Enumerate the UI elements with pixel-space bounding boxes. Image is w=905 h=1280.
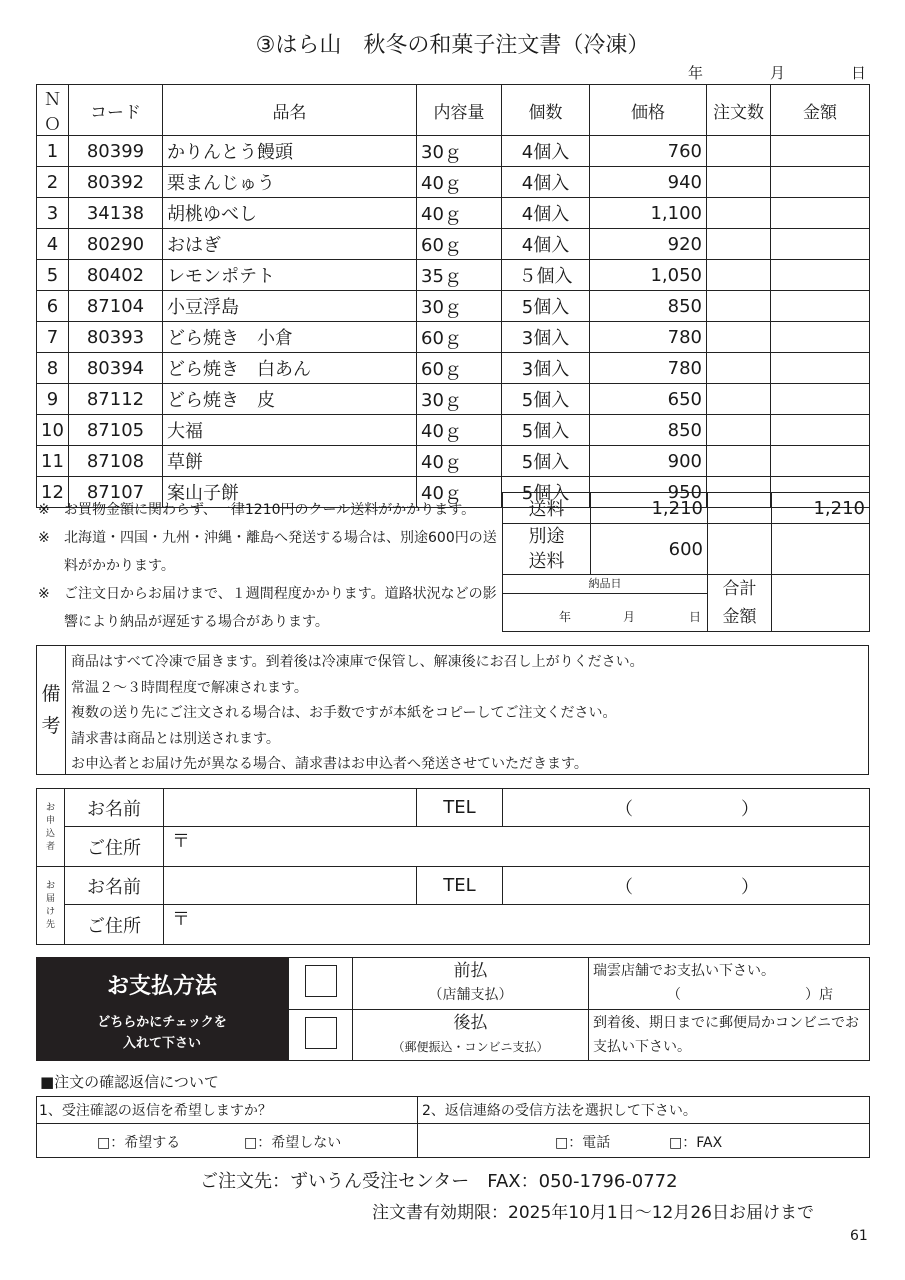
total-label [708,575,772,632]
delivery-date-label: 納品日 [503,575,707,594]
item-code: 87112 [69,384,163,415]
item-content: 40ｇ [417,167,502,198]
item-content: 30ｇ [417,384,502,415]
item-price: 760 [590,136,707,167]
item-amount[interactable] [771,136,870,167]
confirm-a1-cell [37,1124,418,1158]
recipient-name-label: お名前 [65,867,164,905]
shipping-order-cell[interactable] [708,493,772,524]
paren-close: ） [741,877,759,898]
recipient-address-label: ご住所 [65,905,164,945]
item-price: 850 [590,291,707,322]
note-text: ご注文日からお届けまで、１週間程度かかります。道路状況などの影響により納品が遅延する場合があります。 [64,586,497,630]
item-order-qty[interactable] [707,229,771,260]
note-item [38,580,498,636]
applicant-tel-label: TEL [417,789,503,827]
item-code: 80392 [69,167,163,198]
postal-mark: 〒 [172,831,190,852]
table-header-row [37,85,870,136]
applicant-name-label: お名前 [65,789,164,827]
item-no: 2 [37,167,69,198]
delivery-year: 年 [559,610,572,624]
confirm-q1: 1、受注確認の返信を希望しますか？ [37,1097,418,1124]
item-qty: 4個入 [502,167,590,198]
payment-subtitle [36,1012,288,1054]
table-row [37,322,870,353]
shipping-label: 送料 [503,493,591,524]
item-content: 40ｇ [417,415,502,446]
payment-title: お支払方法 [106,974,217,999]
note-item [38,496,498,524]
extra-amount-cell[interactable] [772,524,870,575]
item-no: 10 [37,415,69,446]
item-qty: 5個入 [502,477,590,508]
note-mark: ※ [38,586,50,602]
item-amount[interactable] [771,446,870,477]
item-amount[interactable] [771,229,870,260]
delivery-month: 月 [623,610,636,624]
postpay-desc: 到着後、期日までに郵便局かコンビニでお支払い下さい。 [589,1009,870,1061]
item-content: 60ｇ [417,322,502,353]
item-code: 80393 [69,322,163,353]
item-no: 1 [37,136,69,167]
table-row [37,198,870,229]
item-qty: 4個入 [502,229,590,260]
item-amount[interactable] [771,415,870,446]
table-row [37,384,870,415]
item-content: 30ｇ [417,291,502,322]
remark-line: 請求書は商品とは別送されます。 [71,730,280,747]
applicant-address-field[interactable] [164,827,870,867]
header-code: コード [69,85,163,136]
item-qty: 5個入 [502,384,590,415]
vert-char: 者 [45,841,55,852]
item-code: 87107 [69,477,163,508]
item-amount[interactable] [771,198,870,229]
note-mark: ※ [38,530,50,546]
item-amount[interactable] [771,353,870,384]
confirm-heading: ■注文の確認返信について [40,1073,219,1091]
paren-open: （ [615,799,633,820]
remarks-side-char: 備 [41,683,61,705]
postpay-checkbox[interactable] [305,1017,337,1049]
remark-line: お申込者とお届け先が異なる場合、請求書はお申込者へ発送させていただきます。 [71,756,588,772]
summary-table [502,492,870,632]
paren-open: （ [615,877,633,898]
item-name: レモンポテト [163,260,417,291]
applicant-name-field[interactable] [164,789,417,827]
item-order-qty[interactable] [707,291,771,322]
item-qty: 4個入 [502,136,590,167]
item-qty: 3個入 [502,322,590,353]
vert-char: 先 [45,919,55,930]
applicant-side-label [37,789,65,867]
table-row [37,167,870,198]
total-label-line2: 金額 [722,607,757,627]
item-code: 80402 [69,260,163,291]
header-content: 内容量 [417,85,502,136]
item-order-qty[interactable] [707,384,771,415]
item-code: 80290 [69,229,163,260]
item-no: 9 [37,384,69,415]
payment-options-table [288,957,870,1061]
extra-shipping-label [503,524,591,575]
delivery-date-cell[interactable] [503,575,708,632]
remarks-lines [71,650,644,778]
postpay-checkbox-cell[interactable] [289,1009,353,1061]
total-amount-cell[interactable] [772,575,870,632]
payment-subtitle-line: 入れて下さい [122,1036,201,1051]
item-price: 900 [590,446,707,477]
applicant-address-label: ご住所 [65,827,164,867]
postpay-label-cell [353,1009,589,1061]
applicant-tel-field[interactable] [503,789,870,827]
item-name: 大福 [163,415,417,446]
vert-char: お [45,880,55,891]
postpay-sub: （郵便振込・コンビニ支払） [392,1039,549,1054]
item-price: 940 [590,167,707,198]
table-row [37,291,870,322]
page-number: 61 [850,1228,868,1244]
header-order: 注文数 [707,85,771,136]
item-no: 5 [37,260,69,291]
recipient-name-field[interactable] [164,867,417,905]
note-text: お買物金額に関わらず、一律1210円のクール送料がかかります。 [64,502,476,518]
item-price: 950 [590,477,707,508]
recipient-tel-label: TEL [417,867,503,905]
remark-line: 商品はすべて冷凍で届きます。到着後は冷凍庫で保管し、解凍後にお召し上がりください。 [71,654,644,670]
item-no: 12 [37,477,69,508]
remarks-side-label [37,646,66,774]
item-name: どら焼き 小倉 [163,322,417,353]
item-order-qty[interactable] [707,167,771,198]
item-content: 40ｇ [417,198,502,229]
item-no: 7 [37,322,69,353]
item-content: 40ｇ [417,477,502,508]
item-price: 1,050 [590,260,707,291]
order-destination: ご注文先：ずいうん受注センター FAX：050-1796-0772 [200,1171,678,1192]
header-price: 価格 [590,85,707,136]
item-qty: 4個入 [502,198,590,229]
remarks-box [36,645,869,775]
item-amount[interactable] [771,291,870,322]
item-code: 87108 [69,446,163,477]
table-row [37,229,870,260]
prepay-sub: （店舗支払） [428,987,513,1004]
item-qty: 3個入 [502,353,590,384]
item-order-qty[interactable] [707,260,771,291]
payment-subtitle-line: どちらかにチェックを [97,1015,227,1030]
item-code: 87104 [69,291,163,322]
header-no: ＮＯ [37,85,69,136]
customer-table [36,788,870,945]
item-order-qty[interactable] [707,322,771,353]
table-row [37,353,870,384]
postpay-label: 後払 [453,1012,488,1033]
item-qty: 5個入 [502,446,590,477]
option-fax[interactable]: □：FAX [669,1135,723,1151]
item-name: 草餅 [163,446,417,477]
option-phone[interactable]: □：電話 [555,1135,611,1151]
item-order-qty[interactable] [707,446,771,477]
item-content: 30ｇ [417,136,502,167]
prepay-checkbox-cell[interactable] [289,958,353,1010]
item-content: 35ｇ [417,260,502,291]
item-price: 1,100 [590,198,707,229]
recipient-side-label [37,867,65,945]
item-order-qty[interactable] [707,415,771,446]
extra-label-line2: 送料 [528,551,565,572]
item-no: 3 [37,198,69,229]
table-row [37,446,870,477]
vert-char: 申 [45,815,55,826]
item-order-qty[interactable] [707,353,771,384]
vert-char: お [45,802,55,813]
item-name: どら焼き 白あん [163,353,417,384]
item-content: 60ｇ [417,353,502,384]
table-row [37,415,870,446]
notes-block [38,496,498,636]
item-order-qty[interactable] [707,198,771,229]
prepay-label-cell [353,958,589,1010]
option-want[interactable]: □：希望する [97,1135,181,1151]
item-amount[interactable] [771,260,870,291]
extra-order-cell[interactable] [708,524,772,575]
item-code: 87105 [69,415,163,446]
note-item [38,524,498,580]
total-label-line1: 合計 [722,579,757,599]
prepay-store-open: （ [667,987,681,1004]
item-code: 34138 [69,198,163,229]
prepay-desc: 瑞雲店舗でお支払い下さい。 [593,963,775,980]
payment-title-box [36,957,288,1061]
note-mark: ※ [38,502,50,518]
item-name: おはぎ [163,229,417,260]
item-order-qty[interactable] [707,136,771,167]
recipient-tel-field[interactable] [503,867,870,905]
confirm-table [36,1096,870,1158]
table-row [37,260,870,291]
item-name: 小豆浮島 [163,291,417,322]
product-table [36,84,870,508]
prepay-desc-cell [589,958,870,1010]
item-qty: 5個入 [502,291,590,322]
item-name: 胡桃ゆべし [163,198,417,229]
item-code: 80394 [69,353,163,384]
option-not-want[interactable]: □：希望しない [244,1135,342,1151]
note-text: 北海道・四国・九州・沖縄・離島へ発送する場合は、別途600円の送料がかかります。 [64,530,497,574]
item-content: 60ｇ [417,229,502,260]
item-amount[interactable] [771,384,870,415]
item-no: 8 [37,353,69,384]
table-row [37,136,870,167]
prepay-label: 前払 [453,961,488,982]
item-no: 11 [37,446,69,477]
validity-period: 注文書有効期限：2025年10月1日～12月26日お届けまで [372,1203,814,1223]
date-year-label: 年 [688,64,704,82]
recipient-address-field[interactable] [164,905,870,945]
confirm-a2-cell [418,1124,870,1158]
vert-char: 届 [45,893,55,904]
payment-section [36,957,869,1061]
item-qty: 5個入 [502,415,590,446]
item-price: 650 [590,384,707,415]
item-price: 920 [590,229,707,260]
prepay-checkbox[interactable] [305,965,337,997]
item-no: 4 [37,229,69,260]
remark-line: 複数の送り先にご注文される場合は、お手数ですが本紙をコピーしてご注文ください。 [71,705,617,721]
vert-char: 込 [45,828,55,839]
delivery-day: 日 [689,610,702,624]
prepay-store-close: ）店 [805,987,833,1004]
page-title: ③はら山 秋冬の和菓子注文書（冷凍） [255,33,650,58]
item-amount[interactable] [771,167,870,198]
confirm-q2: 2、返信連絡の受信方法を選択して下さい。 [418,1097,870,1124]
item-price: 780 [590,322,707,353]
item-price: 850 [590,415,707,446]
item-no: 6 [37,291,69,322]
date-day-label: 日 [851,64,867,82]
extra-shipping-price: 600 [591,524,708,575]
item-qty: ５個入 [502,260,590,291]
header-qty: 個数 [502,85,590,136]
date-month-label: 月 [770,64,786,82]
shipping-price: 1,210 [591,493,708,524]
item-name: 案山子餅 [163,477,417,508]
postal-mark: 〒 [172,909,190,930]
vert-char: け [45,906,55,917]
header-name: 品名 [163,85,417,136]
extra-label-line1: 別途 [528,526,565,547]
item-amount[interactable] [771,322,870,353]
item-content: 40ｇ [417,446,502,477]
header-amount: 金額 [771,85,870,136]
item-name: どら焼き 皮 [163,384,417,415]
item-name: 栗まんじゅう [163,167,417,198]
paren-close: ） [741,799,759,820]
item-code: 80399 [69,136,163,167]
shipping-amount: 1,210 [772,493,870,524]
item-price: 780 [590,353,707,384]
remark-line: 常温２～３時間程度で解凍されます。 [71,679,308,696]
remarks-side-char: 考 [41,715,61,737]
item-name: かりんとう饅頭 [163,136,417,167]
